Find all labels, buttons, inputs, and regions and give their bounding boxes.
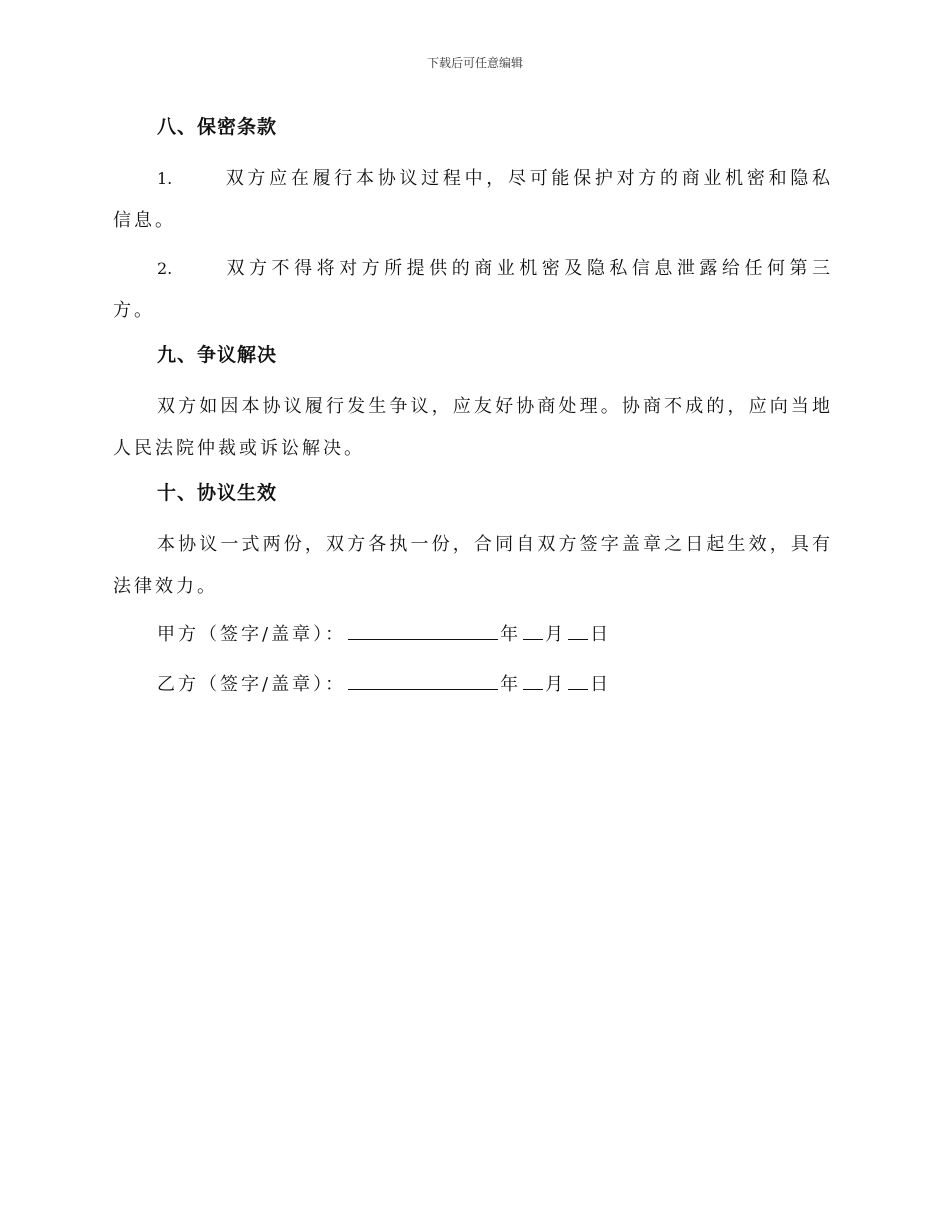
- day-blank[interactable]: [568, 671, 588, 690]
- signature-blank[interactable]: [348, 671, 498, 690]
- dispute-paragraph: 双方如因本协议履行发生争议，应友好协商处理。协商不成的，应向当地人民法院仲裁或诉讼解决。: [113, 396, 833, 459]
- section-title-effect: 十、协议生效: [157, 482, 278, 504]
- month-blank[interactable]: [523, 621, 543, 640]
- section-title-confidentiality: 八、保密条款: [157, 116, 278, 138]
- item-text: 双方不得将对方所提供的商业机密及隐私信息泄露给任何第三方。: [113, 258, 833, 321]
- signature-blank[interactable]: [348, 621, 498, 640]
- section-title-dispute: 九、争议解决: [157, 344, 278, 366]
- item-number: 2.: [157, 259, 173, 278]
- month-label: 月: [545, 624, 567, 645]
- signature-party-a: [113, 614, 833, 656]
- party-b-label: 乙方（签字/盖章）：: [157, 674, 347, 695]
- effect-paragraph: 本协议一式两份，双方各执一份，合同自双方签字盖章之日起生效，具有法律效力。: [113, 534, 833, 597]
- month-blank[interactable]: [523, 671, 543, 690]
- confidentiality-item-1: [113, 158, 833, 242]
- item-text: 双方应在履行本协议过程中，尽可能保护对方的商业机密和隐私信息。: [113, 168, 833, 231]
- confidentiality-item-2: [113, 248, 833, 332]
- month-label: 月: [545, 674, 567, 695]
- signature-party-b: [113, 664, 833, 706]
- day-blank[interactable]: [568, 621, 588, 640]
- document-body: [113, 110, 833, 714]
- year-label: 年: [500, 624, 522, 645]
- party-a-label: 甲方（签字/盖章）：: [157, 624, 347, 645]
- page-header: 下载后可任意编辑: [426, 56, 523, 70]
- item-number: 1.: [157, 169, 173, 188]
- day-label: 日: [590, 624, 612, 645]
- year-label: 年: [500, 674, 522, 695]
- day-label: 日: [590, 674, 612, 695]
